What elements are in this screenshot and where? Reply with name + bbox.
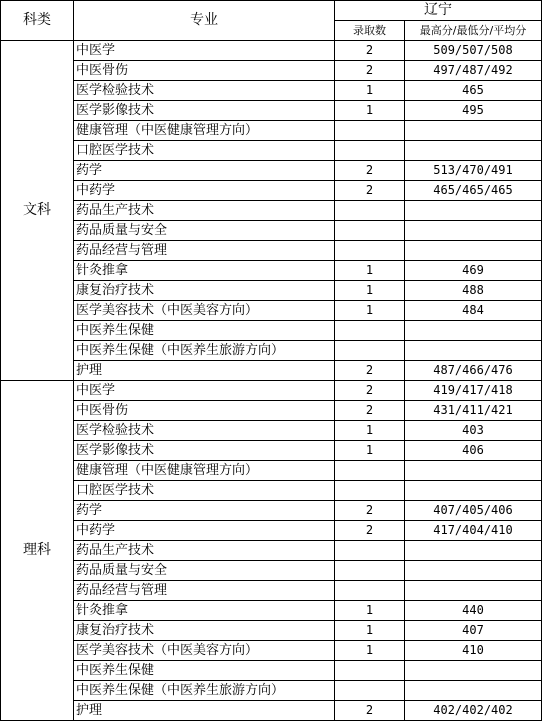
admitted-count-cell (335, 481, 405, 501)
table-row (1, 341, 542, 361)
admitted-count-cell (335, 121, 405, 141)
table-row (1, 101, 542, 121)
scores-cell: 465/465/465 (405, 181, 542, 201)
major-cell: 医学美容技术（中医美容方向） (74, 641, 335, 661)
table-row (1, 461, 542, 481)
scores-cell (405, 241, 542, 261)
major-cell: 康复治疗技术 (74, 281, 335, 301)
major-cell: 针灸推拿 (74, 601, 335, 621)
scores-cell (405, 681, 542, 701)
table-row (1, 281, 542, 301)
major-cell: 中医学 (74, 41, 335, 61)
category-cell: 文科 (1, 41, 74, 381)
major-cell: 医学美容技术（中医美容方向） (74, 301, 335, 321)
major-cell: 药品质量与安全 (74, 221, 335, 241)
table-row (1, 121, 542, 141)
major-cell: 护理 (74, 361, 335, 381)
admitted-count-cell: 1 (335, 281, 405, 301)
table-row (1, 541, 542, 561)
scores-cell (405, 561, 542, 581)
table-row (1, 561, 542, 581)
admitted-count-cell (335, 581, 405, 601)
admitted-count-cell: 1 (335, 421, 405, 441)
scores-cell (405, 341, 542, 361)
major-cell: 药学 (74, 161, 335, 181)
scores-cell: 417/404/410 (405, 521, 542, 541)
header-category: 科类 (1, 1, 74, 41)
major-cell: 中医骨伤 (74, 401, 335, 421)
scores-cell: 402/402/402 (405, 701, 542, 721)
admitted-count-cell: 1 (335, 641, 405, 661)
header-row-1 (1, 1, 542, 21)
table-row (1, 241, 542, 261)
table-row (1, 681, 542, 701)
table-body (1, 41, 542, 721)
scores-cell: 407 (405, 621, 542, 641)
major-cell: 药品生产技术 (74, 541, 335, 561)
admitted-count-cell (335, 341, 405, 361)
major-cell: 医学检验技术 (74, 81, 335, 101)
admitted-count-cell: 2 (335, 501, 405, 521)
major-cell: 医学影像技术 (74, 101, 335, 121)
admitted-count-cell: 2 (335, 61, 405, 81)
scores-cell: 406 (405, 441, 542, 461)
table-row (1, 661, 542, 681)
table-row (1, 441, 542, 461)
admitted-count-cell: 2 (335, 381, 405, 401)
admitted-count-cell (335, 201, 405, 221)
table-row (1, 321, 542, 341)
major-cell: 中医养生保健 (74, 321, 335, 341)
admitted-count-cell: 2 (335, 401, 405, 421)
major-cell: 中医学 (74, 381, 335, 401)
table-row (1, 161, 542, 181)
major-cell: 中药学 (74, 521, 335, 541)
scores-cell: 440 (405, 601, 542, 621)
major-cell: 中医养生保健（中医养生旅游方向） (74, 341, 335, 361)
header-province: 辽宁 (335, 1, 542, 21)
table-row (1, 61, 542, 81)
table-row (1, 401, 542, 421)
admitted-count-cell (335, 561, 405, 581)
major-cell: 康复治疗技术 (74, 621, 335, 641)
scores-cell (405, 141, 542, 161)
major-cell: 药品生产技术 (74, 201, 335, 221)
scores-cell (405, 121, 542, 141)
admitted-count-cell (335, 541, 405, 561)
scores-cell: 509/507/508 (405, 41, 542, 61)
table-row (1, 381, 542, 401)
table-row (1, 701, 542, 721)
scores-cell (405, 201, 542, 221)
major-cell: 中医养生保健（中医养生旅游方向） (74, 681, 335, 701)
category-cell: 理科 (1, 381, 74, 721)
scores-cell: 465 (405, 81, 542, 101)
table-row (1, 141, 542, 161)
admitted-count-cell: 1 (335, 621, 405, 641)
table-row (1, 521, 542, 541)
scores-cell: 407/405/406 (405, 501, 542, 521)
admitted-count-cell (335, 321, 405, 341)
admitted-count-cell (335, 461, 405, 481)
admitted-count-cell: 2 (335, 701, 405, 721)
scores-cell: 484 (405, 301, 542, 321)
admitted-count-cell: 1 (335, 261, 405, 281)
scores-cell: 410 (405, 641, 542, 661)
scores-cell (405, 221, 542, 241)
table-row (1, 201, 542, 221)
scores-cell: 431/411/421 (405, 401, 542, 421)
header-major: 专业 (74, 1, 335, 41)
table-row (1, 361, 542, 381)
major-cell: 健康管理（中医健康管理方向） (74, 461, 335, 481)
admitted-count-cell: 1 (335, 301, 405, 321)
admitted-count-cell: 1 (335, 101, 405, 121)
scores-cell: 497/487/492 (405, 61, 542, 81)
major-cell: 药品质量与安全 (74, 561, 335, 581)
major-cell: 健康管理（中医健康管理方向） (74, 121, 335, 141)
admitted-count-cell (335, 221, 405, 241)
admitted-count-cell (335, 241, 405, 261)
major-cell: 医学影像技术 (74, 441, 335, 461)
admitted-count-cell: 2 (335, 161, 405, 181)
admitted-count-cell: 2 (335, 41, 405, 61)
table-row (1, 261, 542, 281)
scores-cell: 487/466/476 (405, 361, 542, 381)
scores-cell: 469 (405, 261, 542, 281)
major-cell: 药学 (74, 501, 335, 521)
table-row (1, 481, 542, 501)
scores-cell (405, 541, 542, 561)
scores-cell: 403 (405, 421, 542, 441)
major-cell: 针灸推拿 (74, 261, 335, 281)
table-row (1, 601, 542, 621)
table-row (1, 641, 542, 661)
scores-cell: 495 (405, 101, 542, 121)
table-row (1, 41, 542, 61)
major-cell: 医学检验技术 (74, 421, 335, 441)
major-cell: 口腔医学技术 (74, 141, 335, 161)
table-row (1, 221, 542, 241)
major-cell: 中医骨伤 (74, 61, 335, 81)
major-cell: 药品经营与管理 (74, 241, 335, 261)
table-row (1, 501, 542, 521)
major-cell: 护理 (74, 701, 335, 721)
admitted-count-cell: 1 (335, 81, 405, 101)
header-scores: 最高分/最低分/平均分 (405, 21, 542, 41)
table-row (1, 301, 542, 321)
admitted-count-cell: 2 (335, 361, 405, 381)
scores-cell: 419/417/418 (405, 381, 542, 401)
scores-cell (405, 581, 542, 601)
header-admitted: 录取数 (335, 21, 405, 41)
table-row (1, 621, 542, 641)
scores-cell (405, 661, 542, 681)
admitted-count-cell (335, 661, 405, 681)
admitted-count-cell: 1 (335, 441, 405, 461)
table-row (1, 421, 542, 441)
major-cell: 药品经营与管理 (74, 581, 335, 601)
scores-cell (405, 461, 542, 481)
table-row (1, 81, 542, 101)
major-cell: 口腔医学技术 (74, 481, 335, 501)
admitted-count-cell: 2 (335, 521, 405, 541)
scores-cell: 513/470/491 (405, 161, 542, 181)
admitted-count-cell (335, 141, 405, 161)
table-row (1, 181, 542, 201)
table-row (1, 581, 542, 601)
scores-cell (405, 481, 542, 501)
admitted-count-cell: 2 (335, 181, 405, 201)
scores-cell (405, 321, 542, 341)
major-cell: 中药学 (74, 181, 335, 201)
scores-cell: 488 (405, 281, 542, 301)
admitted-count-cell: 1 (335, 601, 405, 621)
admitted-count-cell (335, 681, 405, 701)
major-cell: 中医养生保健 (74, 661, 335, 681)
